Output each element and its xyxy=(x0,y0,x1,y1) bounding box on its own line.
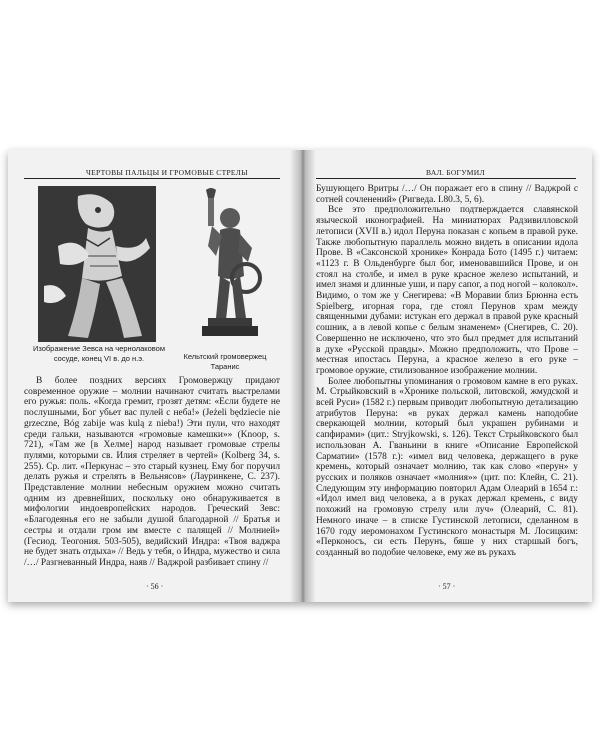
left-running-head: ЧЕРТОВЫ ПАЛЬЦЫ И ГРОМОВЫЕ СТРЕЛЫ xyxy=(86,168,248,177)
taranis-statue-caption: Кельтский громовержец Таранис xyxy=(183,352,267,371)
left-page xyxy=(8,150,298,602)
right-running-head: ВАЛ. БОГУМИЛ xyxy=(426,168,485,177)
right-header-rule xyxy=(316,178,576,179)
left-body-text xyxy=(24,376,280,569)
left-paragraph: В более поздних версиях Громовержцу придают современное оружие – молнии начинают считать выстрелами его ружья: поль. «Когда гремит, грозят детям: «Если будете не послушными, Бог убьет вас пулей с неба!» (Jeżeli będziecie nie grzeczne, Bóg zabije was kulą z nieba!) Эти пули, что находят среди гальки, называются «громовые камешки»» (Knoop, s. 721), «Там же [в Хелме] народ называет громовые стрелы пулями, которыми св. Илия стреляет в чертей» (Kolberg 34, s. 255). Ср. лит. «Перкунас – это старый кузнец. Ему бог поручил делать ружья и стрелять в Вельнясов» (Лауринкене, С. 237). Представление молнии небесным оружием можно считать одним из древнейших, поскольку оно обнаруживается в мифологии индоевропейских народов. Греческий Зевс: «Благодеянья его не забыли душой благодарной // Братья и сестры и отдали гром им вместе с палящей // Молнией» (Гесиод. Теогония. 503-505), ведийский Индра: «Твоя ваджра не будет знать отдыха» // Ведь у тебя, о Индра, мужество и сила /…/ Разгневанный Индра, наяв // Ваджрой разбивает спину // xyxy=(24,376,280,568)
taranis-statue-image xyxy=(186,186,262,342)
zeus-vase-figure xyxy=(38,186,156,342)
left-header-rule xyxy=(24,178,280,179)
taranis-statue-figure xyxy=(186,186,262,342)
right-paragraph-1: Бушующего Вритры /…/ Он поражает его в спину // Ваджрой с сотней сочленений» (Ригведа. I.80.3, 5, 6). xyxy=(316,184,578,205)
zeus-vase-image xyxy=(38,186,156,342)
right-paragraph-3: Более любопытны упоминания о громовом камне в его руках. М. Стрыйковский в «Хронике польской, литовской, жмудской и всей Руси» (1582 г.) первым приводит любопытную детализацию атрибутов Перуна: «в руках держал камень наподобие сверкающей молнии, который был украшен рубинами и сапфирами» (цит.: Stryjkowski, s. 126). Текст Стрыйковского был использован А. Гваньини в книге «Описание Европейской Сарматии» (1578 г.): «имел вид человека, держащего в руке кремень, который означает молнию, так как слово «перун» у русских и поляков означает «молния»» (цит. по: Клейн, С. 21). Следующим эту информацию повторил Адам Олеарий в 1654 г.: «Идол имел вид человека, а в руках держал кремень, с виду похожий на громовую стрелу или луч» (Олеарий, С. 81). Немного иначе – в списке Густинской летописи, сделанном в 1670 году иеромонахом Густинского монастыря М. Лосицким: «Перконосъ, си есть Перунъ, бяше у них старшый богъ, созданный во подобие человеке, ему же въ рукахъ xyxy=(316,376,578,558)
zeus-vase-caption: Изображение Зевса на чернолаковом сосуде, конец VI в. до н.э. xyxy=(32,344,166,363)
right-page xyxy=(308,150,592,602)
right-paragraph-2: Все это предположительно подтверждается славянской языческой иконографией. На миниатюрах Радзивилловской летописи (XVII в.) идол Перуна показан с копьем в правой руке. Также любопытную параллель можно видеть в описании идола Прове. В «Саксонской хронике» Конрада Бото (1495 г.) читаем: «1123 г. В Ольденбурге был бог, именовавшийся Прове, и он стоял на столбе, и имел в руке красное железо испытаний, и имел знамя и длинные уши, и пару сапог, а под ногой – колокол». Видимо, о том же у Снегирева: «В Моравии близ Брюнна есть Spielberg, игорная гора, где стоял Перунов храм между священными дубами: истукан его держал в правой руке красный сошник, а в левой копье с белым знаменем» (Снегирев, С. 20). Совершенно не исключено, что это был предмет для испытаний в духе «Русской правды». Можно предположить, что Прове – местная ипостась Перуна, а красное железо в его руке – громовое оружие, стилизованное изображение молнии. xyxy=(316,205,578,376)
book-spread xyxy=(8,150,592,602)
right-body-text xyxy=(316,184,578,559)
left-page-number: · 56 · xyxy=(146,582,164,591)
right-page-number: · 57 · xyxy=(438,582,456,591)
